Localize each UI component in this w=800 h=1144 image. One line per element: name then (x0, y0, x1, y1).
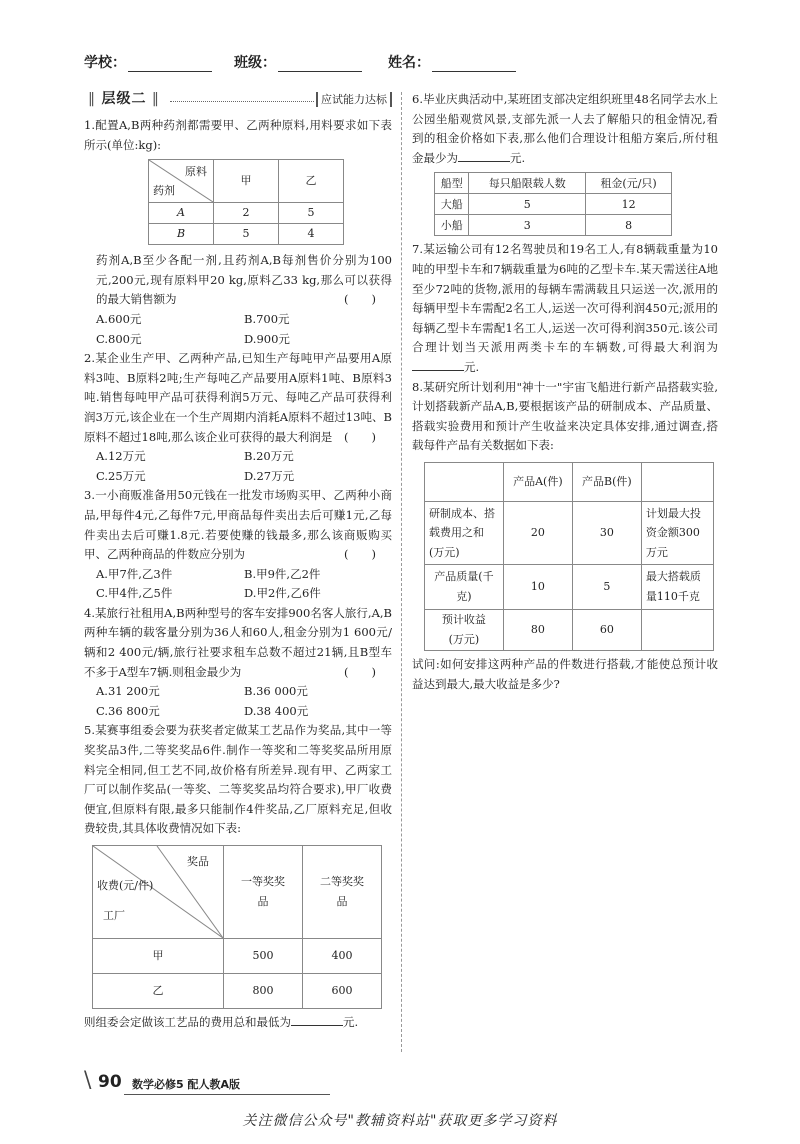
q6-table (434, 172, 672, 236)
table-cell: 大船 (435, 194, 469, 215)
table-cell: 8 (586, 215, 672, 236)
left-column (84, 90, 392, 1033)
option-a[interactable]: A.12万元 (96, 449, 146, 464)
q1-table (148, 159, 344, 245)
table-cell: 4 (279, 224, 344, 245)
table-cell: 12 (586, 194, 672, 215)
option-b[interactable]: B.20万元 (244, 449, 294, 464)
q1-col-header: 甲 (214, 160, 279, 203)
q1-corner-top: 原料 (185, 165, 207, 179)
option-d[interactable]: D.27万元 (244, 468, 295, 483)
q3-options (84, 565, 392, 604)
table-row (149, 203, 344, 224)
q1-options (84, 310, 392, 349)
level-heading: ‖ 层级二 ‖ 应试能力达标 (84, 90, 392, 114)
question-4 (84, 604, 392, 722)
q5-table (92, 845, 382, 1009)
q5-tail-end: 元. (343, 1015, 359, 1029)
q1-col-header: 乙 (279, 160, 344, 203)
q8-tail: 试问:如何安排这两种产品的件数进行搭载,才能使总预计收益达到最大,最大收益是多少? (412, 656, 718, 691)
q5-corner-bottom: 工厂 (103, 909, 125, 923)
q1-text: 药剂A,B至少各配一剂,且药剂A,B每剂售价分别为100元,200元,现有原料甲20 kg,原料乙33 kg,那么可以获得的最大销售额为 (96, 253, 392, 307)
table-cell: 产品质量(千克) (425, 564, 504, 609)
q1-corner-cell (149, 160, 214, 203)
q2-text: 2.某企业生产甲、乙两种产品,已知生产每吨甲产品要用A原料3吨、B原料2吨;生产每吨乙产品要用A原料1吨、B原料3吨.销售每吨甲产品可获得利润5万元、每吨乙产品可获得利润3万元,该企业在一个生产周期内消耗A原料不超过13吨、B原料不超过18吨,那么该企业可获得的最大利润是 (84, 351, 392, 444)
table-cell: 60 (572, 609, 641, 650)
table-cell: 800 (224, 974, 303, 1009)
option-a[interactable]: A.甲7件,乙3件 (96, 566, 173, 581)
q6-header: 船型 (435, 173, 469, 194)
q6-tail-end: 元. (510, 150, 526, 165)
table-row (425, 564, 714, 609)
q8-table (424, 462, 714, 651)
table-cell (641, 609, 713, 650)
table-cell: 20 (503, 501, 572, 564)
question-3 (84, 486, 392, 604)
q8-text: 8.某研究所计划利用"神十一"宇宙飞船进行新产品搭载实验,计划搭载新产品A,B,要根据该产品的研制成本、产品质量、搭载实验费用和预计产生收益来决定具体安排,通过调查,搭载每件产品有关数据如下表: (412, 379, 718, 453)
answer-paren[interactable]: ( ) (344, 429, 376, 444)
level-title: 层级二 (101, 91, 147, 107)
q5-corner-top: 奖品 (187, 855, 209, 868)
q3-text: 3.一小商贩准备用50元钱在一批发市场购买甲、乙两种小商品,甲每件4元,乙每件7元,甲商品每件卖出去后可赚1元,乙每件卖出去后可赚1.8元.若要使赚的钱最多,那么该商贩购买甲、乙两种商品的件数应分别为 (84, 488, 392, 562)
page-number: 90 (98, 1072, 122, 1092)
answer-blank[interactable] (291, 1013, 343, 1026)
question-1 (84, 116, 392, 349)
table-cell: 5 (572, 564, 641, 609)
class-blank[interactable] (278, 55, 362, 72)
option-b[interactable]: B.甲9件,乙2件 (244, 566, 321, 581)
table-cell: 5 (214, 224, 279, 245)
table-row (425, 609, 714, 650)
q2-options (84, 447, 392, 486)
table-cell: 最大搭载质量110千克 (641, 564, 713, 609)
question-8 (412, 378, 718, 695)
table-cell: 小船 (435, 215, 469, 236)
q7-text: 7.某运输公司有12名驾驶员和19名工人,有8辆载重量为10吨的甲型卡车和7辆载重量为6吨的乙型卡车.某天需送往A地至少72吨的货物,派用的每辆车需满载且只运送一次,派用的每辆甲型卡车需配2名工人,运送一次可得利润450元;派用的每辆乙型卡车需配1名工人,运送一次可得利润350元.该公司合理计划当天派用两类卡车的车辆数,可得最大利润为 (412, 242, 718, 355)
q5-col-header: 一等奖奖品 (224, 846, 303, 939)
question-5 (84, 721, 392, 1032)
q8-header (641, 462, 713, 501)
table-row (93, 974, 382, 1009)
table-cell: 2 (214, 203, 279, 224)
question-6 (412, 90, 718, 236)
student-info-header (84, 52, 720, 78)
school-label: 学校： (84, 55, 126, 71)
option-c[interactable]: C.36 800元 (96, 703, 160, 718)
class-field[interactable] (234, 52, 362, 72)
option-d[interactable]: D.甲2件,乙6件 (244, 586, 321, 601)
q5-tail: 则组委会定做该工艺品的费用总和最低为 (84, 1015, 291, 1029)
option-d[interactable]: D.900元 (244, 331, 290, 346)
level-divider (170, 101, 314, 102)
q4-text: 4.某旅行社租用A,B两种型号的客车安排900名客人旅行,A,B两种车辆的载客量分别为36人和60人,租金分别为1 600元/辆和2 400元/辆,旅行社要求租车总数不超过21辆,且B型车不多于A型车7辆.则租金最少为 (84, 605, 392, 679)
option-b[interactable]: B.700元 (244, 311, 290, 326)
q6-text: 6.毕业庆典活动中,某班团支部决定组织班里48名同学去水上公园坐船观赏风景,支部先派一人去了解船只的租金情况,看到的租金价格如下表,那么他们合理设计租船方案后,所付租金最少为 (412, 92, 718, 165)
table-cell: B (149, 224, 214, 245)
option-a[interactable]: A.31 200元 (96, 684, 160, 699)
column-divider (401, 92, 402, 1052)
name-label: 姓名： (388, 55, 430, 71)
q4-options (84, 682, 392, 721)
name-field[interactable] (388, 52, 516, 72)
q1-stem: 1.配置A,B两种药剂都需要甲、乙两种原料,用料要求如下表所示(单位:kg): (84, 118, 392, 152)
q5-corner-mid: 收费(元/件) (97, 879, 154, 892)
table-cell: 研制成本、搭载费用之和(万元) (425, 501, 504, 564)
table-row (93, 939, 382, 974)
option-a[interactable]: A.600元 (96, 311, 142, 326)
right-column (412, 90, 718, 694)
table-cell: 600 (303, 974, 382, 1009)
option-c[interactable]: C.800元 (96, 331, 142, 346)
footer-slash: \ (84, 1068, 92, 1093)
q5-col-header: 二等奖奖品 (303, 846, 382, 939)
table-cell: 400 (303, 939, 382, 974)
q6-header: 租金(元/只) (586, 173, 672, 194)
page-footer (84, 1070, 724, 1098)
table-cell: 10 (503, 564, 572, 609)
q7-tail-end: 元. (464, 359, 480, 374)
answer-blank[interactable] (412, 358, 464, 371)
name-blank[interactable] (432, 55, 516, 72)
table-cell: 80 (503, 609, 572, 650)
table-row (435, 215, 672, 236)
table-cell: A (149, 203, 214, 224)
q6-header: 每只船限载人数 (469, 173, 586, 194)
option-c[interactable]: C.25万元 (96, 468, 146, 483)
level-tag: 应试能力达标 (316, 92, 392, 107)
promo-text: 关注微信公众号"教辅资料站"获取更多学习资料 (242, 1113, 558, 1129)
footer-rule (124, 1094, 330, 1095)
table-cell: 计划最大投资金额300万元 (641, 501, 713, 564)
q1-corner-bottom: 药剂 (153, 183, 175, 197)
table-row (149, 224, 344, 245)
q5-text: 5.某赛事组委会要为获奖者定做某工艺品作为奖品,其中一等奖奖品3件,二等奖奖品6件.制作一等奖和二等奖奖品所用原料完全相同,但工艺不同,故价格有所差异.现有甲、乙两家工厂可以制作奖品(一等奖、二等奖奖品均符合要求),甲厂收费便宜,但原料有限,最多只能制作4件奖品,乙厂原料充足,但收费较贵,其具体收费情况如下表: (84, 723, 392, 836)
question-2 (84, 349, 392, 486)
table-row (425, 501, 714, 564)
q8-header (425, 462, 504, 501)
table-row (435, 194, 672, 215)
question-7 (412, 240, 718, 377)
q8-header: 产品B(件) (572, 462, 641, 501)
table-cell: 5 (279, 203, 344, 224)
option-c[interactable]: C.甲4件,乙5件 (96, 586, 173, 601)
option-d[interactable]: D.38 400元 (244, 703, 309, 718)
table-cell: 5 (469, 194, 586, 215)
answer-paren[interactable]: ( ) (344, 547, 376, 562)
q5-corner-cell (93, 846, 224, 939)
table-cell: 3 (469, 215, 586, 236)
table-cell: 乙 (93, 974, 224, 1009)
table-cell: 30 (572, 501, 641, 564)
school-field[interactable] (84, 52, 212, 72)
table-cell: 甲 (93, 939, 224, 974)
answer-paren[interactable]: ( ) (344, 292, 376, 307)
table-cell: 预计收益(万元) (425, 609, 504, 650)
school-blank[interactable] (128, 55, 212, 72)
q8-header: 产品A(件) (503, 462, 572, 501)
answer-blank[interactable] (458, 149, 510, 162)
table-cell: 500 (224, 939, 303, 974)
class-label: 班级： (234, 55, 276, 71)
option-b[interactable]: B.36 000元 (244, 684, 308, 699)
book-title: 数学必修5 配人教A版 (132, 1078, 240, 1091)
answer-paren[interactable]: ( ) (344, 664, 376, 679)
